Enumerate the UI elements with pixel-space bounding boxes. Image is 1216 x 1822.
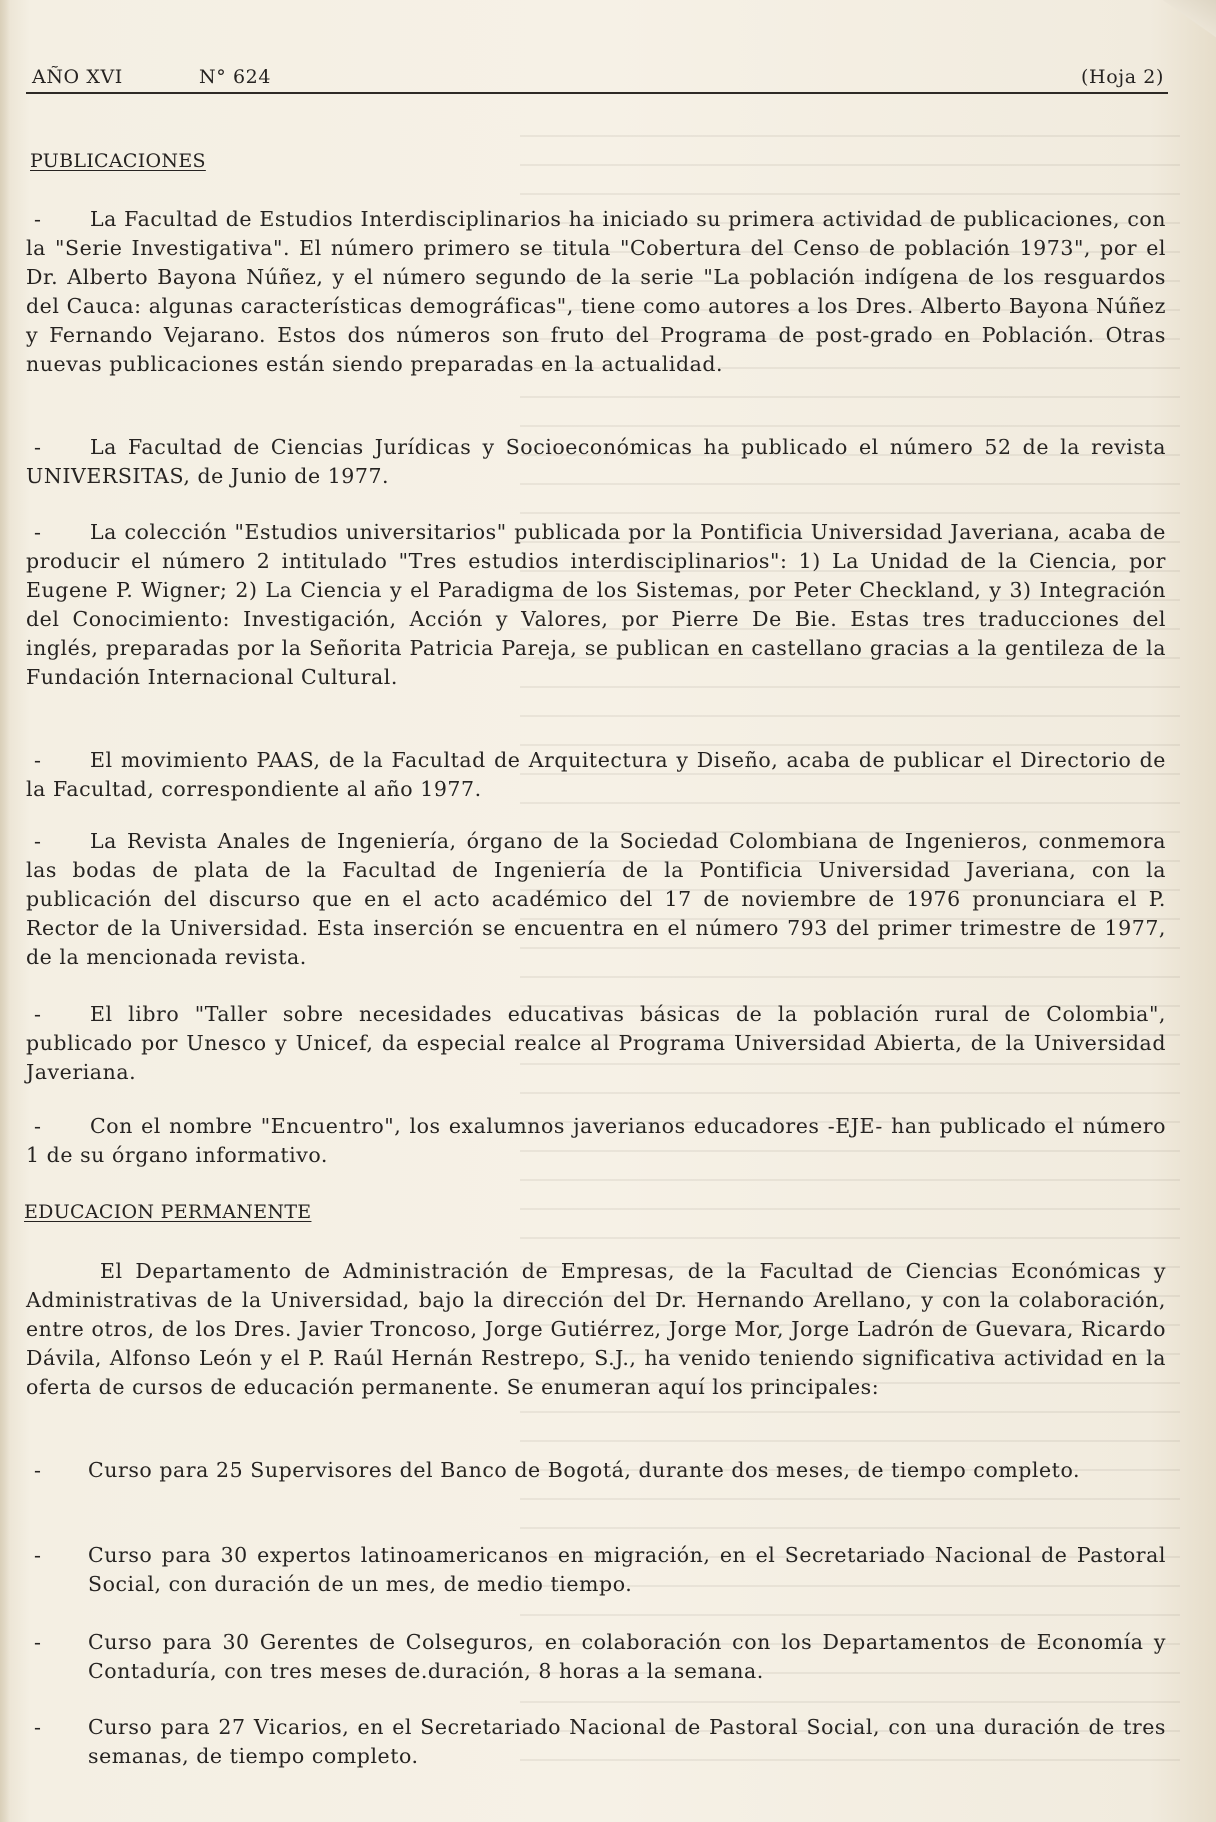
paragraph-text: El Departamento de Administración de Empresas, de la Facultad de Ciencias Económicas y Administrativas de la Universidad, bajo la dirección del Dr. Hernando Arellano, y con la colaboración, entre otros, de los Dres. Javier Troncoso, Jorge Gutiérrez, Jorge Mor, Jorge Ladrón de Guevara, Ricardo Dávila, Alfonso León y el P. Raúl Hernán Restrepo, S.J., ha venido teniendo significativa actividad en la oferta de cursos de educación permanente. Se enumeran aquí los principales:: [26, 1259, 1166, 1399]
section-heading-publicaciones: PUBLICACIONES: [30, 150, 206, 172]
bullet-dash: -: [34, 1002, 42, 1026]
bullet-dash: -: [34, 435, 42, 459]
list-item-text: El libro "Taller sobre necesidades educativas básicas de la población rural de Colombia", publicado por Unesco y Unicef, da especial realce al Programa Universidad Abierta, de la Universidad Javeriana.: [26, 1002, 1166, 1084]
list-item-text: El movimiento PAAS, de la Facultad de Arquitectura y Diseño, acaba de publicar el Directorio de la Facultad, correspondiente al año 1977.: [26, 748, 1166, 801]
list-item-text: Curso para 27 Vicarios, en el Secretariado Nacional de Pastoral Social, con una duración de tres semanas, de tiempo completo.: [88, 1715, 1166, 1768]
list-item-text: La Revista Anales de Ingeniería, órgano de la Sociedad Colombiana de Ingenieros, conmemora las bodas de plata de la Facultad de Ingeniería de la Pontificia Universidad Javeriana, con la publicación del discurso que en el acto académico del 17 de noviembre de 1976 pronunciara el P. Rector de la Universidad. Esta inserción se encuentra en el número 793 del primer trimestre de 1977, de la mencionada revista.: [26, 829, 1166, 969]
page-edge-shadow: [0, 0, 10, 1822]
list-item: [26, 1541, 1166, 1599]
list-item-text: La colección "Estudios universitarios" publicada por la Pontificia Universidad Javeriana, acaba de producir el número 2 intitulado "Tres estudios interdisciplinarios": 1) La Unidad de la Ciencia, por Eugene P. Wigner; 2) La Ciencia y el Paradigma de los Sistemas, por Peter Checkland, y 3) Integración del Conocimiento: Investigación, Acción y Valores, por Pierre De Bie. Estas tres traducciones del inglés, preparadas por la Señorita Patricia Pareja, se publican en castellano gracias a la gentileza de la Fundación Internacional Cultural.: [26, 520, 1166, 689]
list-item: [26, 746, 1166, 804]
list-item-text: La Facultad de Ciencias Jurídicas y Socioeconómicas ha publicado el número 52 de la revista UNIVERSITAS, de Junio de 1977.: [26, 435, 1166, 488]
list-item-text: Curso para 30 expertos latinoamericanos en migración, en el Secretariado Nacional de Pastoral Social, con duración de un mes, de medio tiempo.: [88, 1543, 1166, 1596]
list-item: [26, 827, 1166, 972]
list-item: [26, 518, 1166, 692]
list-item-text: La Facultad de Estudios Interdisciplinarios ha iniciado su primera actividad de publicaciones, con la "Serie Investigativa". El número primero se titula "Cobertura del Censo de población 1973", por el Dr. Alberto Bayona Núñez, y el número segundo de la serie "La población indígena de los resguardos del Cauca: algunas características demográficas", tiene como autores a los Dres. Alberto Bayona Núñez y Fernando Vejarano. Estos dos números son fruto del Programa de post-grado en Población. Otras nuevas publicaciones están siendo preparadas en la actualidad.: [26, 207, 1166, 376]
list-item: [26, 1000, 1166, 1087]
list-item: [26, 205, 1166, 379]
bullet-dash: -: [34, 207, 42, 231]
page-header: [26, 62, 1168, 90]
header-year: AÑO XVI: [32, 66, 123, 88]
bullet-dash: -: [34, 1458, 42, 1482]
list-item: [26, 1713, 1166, 1771]
paragraph: [26, 1257, 1166, 1402]
section-heading-educacion-permanente: EDUCACION PERMANENTE: [24, 1201, 312, 1223]
header-number: N° 624: [199, 66, 272, 88]
bullet-dash: -: [34, 748, 42, 772]
header-rule: [26, 92, 1168, 94]
bullet-dash: -: [34, 1114, 42, 1138]
list-item: [26, 1456, 1166, 1485]
list-item-text: Curso para 30 Gerentes de Colseguros, en colaboración con los Departamentos de Economía y Contaduría, con tres meses de.duración, 8 horas a la semana.: [88, 1630, 1166, 1683]
header-sheet: (Hoja 2): [1081, 66, 1164, 88]
list-item: [26, 433, 1166, 491]
bullet-dash: -: [34, 1543, 42, 1567]
list-item-text: Curso para 25 Supervisores del Banco de Bogotá, durante dos meses, de tiempo completo.: [88, 1458, 1081, 1482]
list-item: [26, 1628, 1166, 1686]
bullet-dash: -: [34, 520, 42, 544]
page-corner-curl: [1156, 0, 1216, 40]
list-item: [26, 1112, 1166, 1170]
bullet-dash: -: [34, 829, 42, 853]
list-item-text: Con el nombre "Encuentro", los exalumnos javerianos educadores -EJE- han publicado el número 1 de su órgano informativo.: [26, 1114, 1166, 1167]
bullet-dash: -: [34, 1630, 42, 1654]
bullet-dash: -: [34, 1715, 42, 1739]
